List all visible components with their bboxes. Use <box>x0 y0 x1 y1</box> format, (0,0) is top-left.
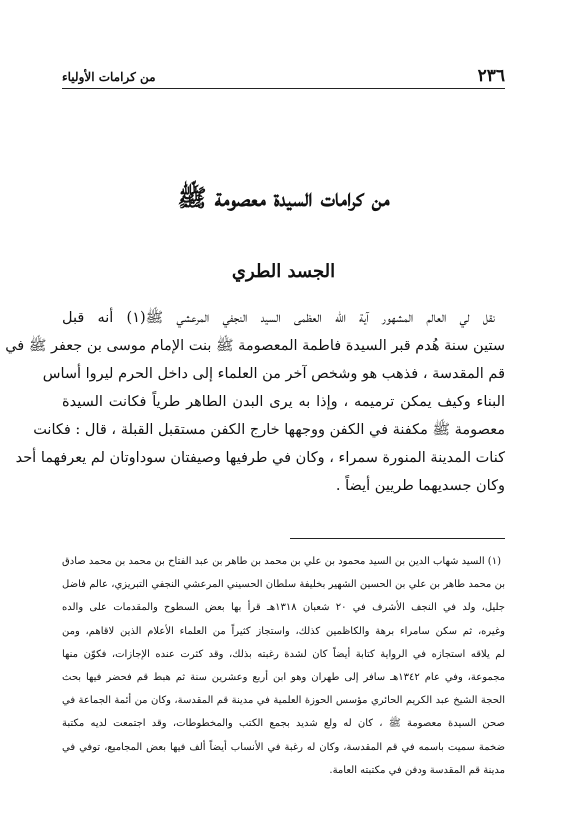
header-rule <box>62 88 505 89</box>
body-line: معصومة ﷺ مكفنة في الكفن ووجهها خارج الكفن مستقبل القبلة ، قال : فكانت <box>33 422 505 438</box>
footnote-line: (١) السيد شهاب الدين بن السيد محمود بن علي بن محمد بن طاهر بن عبد الفتاح بن محمد بن محمد صادق <box>61 556 501 567</box>
body-line: ستين سنة هُدم قبر السيدة فاطمة المعصومة ﷺ بنت الإمام موسى بن جعفر ﷺ في <box>5 338 505 354</box>
footnote-line: مجموعة، وفي عام ١٣٤٢هـ سافر إلى طهران وهو ابن أربع وعشرين سنة ثم هبط قم فحضر فيها بحث <box>62 671 506 683</box>
footnote-line: وغيره، ثم سكن سامراء برهة والكاظمين كذلك، واستجاز كثيراً من العلماء الأعلام الذين لاقاهم، ومن <box>62 625 505 637</box>
page-number: ٢٣٦ <box>477 66 505 86</box>
footnote-line: الحجة الشيخ عبد الكريم الحائري مؤسس الحوزة العلمية في مدينة قم المقدسة، وكان من أئمة الجماعة في <box>62 695 505 707</box>
footnote <box>62 550 505 782</box>
body-line: قم المقدسة ، فذهب هو وشخص آخر من العلماء إلى داخل الحرم ليروا أساس <box>42 366 505 382</box>
running-header <box>62 66 505 88</box>
footnote-line: صحن السيدة معصومة ﷺ ، كان له ولع شديد بجمع الكتب والمخطوطات، وقد اجتمعت لديه مكتبة <box>62 718 505 730</box>
footnote-line: بن محمد طاهر بن علي بن الحسين الشهير بخليفة سلطان الحسيني المرعشي النجفي التبريزي، عالم فاضل <box>62 579 505 591</box>
section-title: الجسد الطري <box>231 261 336 282</box>
body-line: كنات المدينة المنورة سمراء ، وكان في طرفيها وصيفتان سوداوتان لم يعرفهما أحد <box>15 450 505 466</box>
body-line: البناء وكيف يمكن ترميمه ، وإذا به يرى البدن الطاهر طرياً فكانت السيدة <box>62 394 505 410</box>
chapter-title: من كرامات السيدة معصومة ﷺ <box>177 183 390 212</box>
body-line: نقل لي العالم المشهور آية الله العظمى السيد النجفي المرعشي ﷺ(١) أنه قبل <box>62 310 495 326</box>
footnote-line: مدينة قم المقدسة ودفن في مكتبته العامة. <box>329 764 505 776</box>
footnote-separator <box>290 538 505 539</box>
footnote-line: ضخمة سميت باسمه في قم المقدسة، وكان له رغبة في الأنساب أيضاً ألف فيها بعض المجاميع، توفي في <box>62 741 505 753</box>
running-title: من كرامات الأولياء <box>62 70 156 84</box>
body-paragraph <box>5 304 505 500</box>
footnote-line: لم يلاقه استجازه في الرواية كتابة أيضاً كان لشدة رغبته بذلك، وقد كثرت عنده الإجازات، فكوّن منها <box>62 648 505 660</box>
footnote-line: جليل، ولد في النجف الأشرف في ٢٠ شعبان ١٣١٨هـ قرأ بها بعض السطوح والمقدمات على والده <box>62 602 505 614</box>
body-line: وكان جسديهما طريين أيضاً . <box>335 478 505 494</box>
